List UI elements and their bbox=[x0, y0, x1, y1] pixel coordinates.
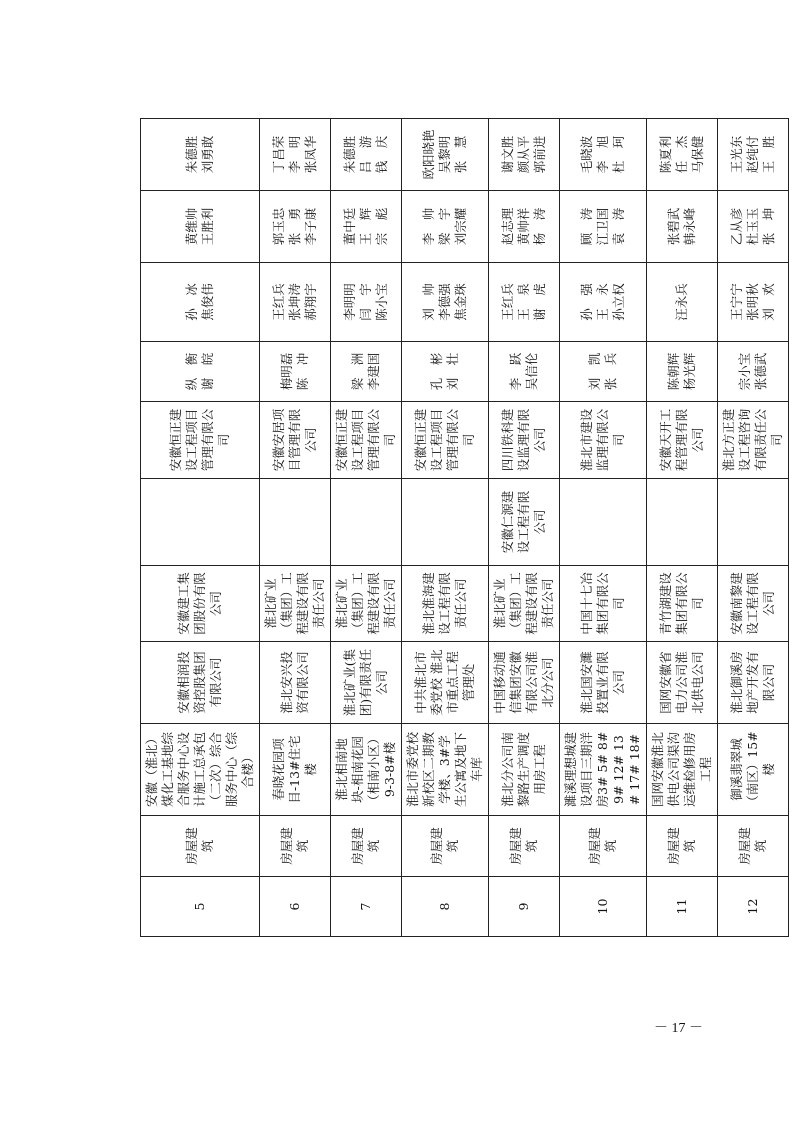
table-row bbox=[647, 119, 718, 937]
table-row bbox=[560, 119, 647, 937]
supervisor-unit: 安徽天开工程管理有限公司 bbox=[647, 402, 718, 479]
project-type: 房屋建筑 bbox=[560, 816, 647, 877]
row-number: 12 bbox=[718, 877, 789, 937]
owner-unit: 国网安徽省电力公司淮北供电公司 bbox=[647, 642, 718, 724]
supervisor-unit: 淮北市建设监理有限公司 bbox=[560, 402, 647, 479]
project-name: 淮北市委党校新校区二期教学楼、3#学生公寓及地下车库 bbox=[402, 724, 489, 816]
contractor-unit: 安徽建工集团股份有限公司 bbox=[141, 566, 260, 642]
owner-unit: 安徽相润投资控股集团有限公司 bbox=[141, 642, 260, 724]
owner-unit: 淮北矿业(集团)有限责任公司 bbox=[331, 642, 402, 724]
row-number: 9 bbox=[489, 877, 560, 937]
award-project-table bbox=[140, 118, 789, 937]
project-name: 春晓花园项目-13#住宅楼 bbox=[260, 724, 331, 816]
project-type: 房屋建筑 bbox=[260, 816, 331, 877]
technical-people: 张碧武 韩永峰 bbox=[647, 191, 718, 263]
rotated-table-wrapper bbox=[140, 119, 784, 937]
row-number: 6 bbox=[260, 877, 331, 937]
project-type: 房屋建筑 bbox=[718, 816, 789, 877]
subcontractor-unit bbox=[141, 479, 260, 566]
project-name: 国网安徽淮北供电公司渠沟运维检修用房工程 bbox=[647, 724, 718, 816]
supervisor-unit: 淮北方正建设工程咨询有限责任公司 bbox=[718, 402, 789, 479]
project-type: 房屋建筑 bbox=[141, 816, 260, 877]
contractor-people: 孙 强 王 永 孙立权 bbox=[560, 263, 647, 342]
owner-unit: 中共淮北市委党校 淮北市重点工程管理处 bbox=[402, 642, 489, 724]
table-row bbox=[260, 119, 331, 937]
contractor-unit: 淮北矿业（集团）工程建设有限责任公司 bbox=[489, 566, 560, 642]
project-name: 濉溪理想城建设项目三期洋房3# 5# 8# 9# 12# 13# 17# 18# bbox=[560, 724, 647, 816]
owner-people: 李 跃 吴信伦 bbox=[489, 342, 560, 402]
owner-people: 刘 凯 张 兵 bbox=[560, 342, 647, 402]
table-row bbox=[718, 119, 789, 937]
owner-unit: 中国移动通信集团安徽有限公司淮北分公司 bbox=[489, 642, 560, 724]
subcontractor-unit bbox=[647, 479, 718, 566]
subcontractor-unit bbox=[331, 479, 402, 566]
contractor-people: 王红兵 张坤涛 郝翔宇 bbox=[260, 263, 331, 342]
table-row bbox=[402, 119, 489, 937]
supervisor-people: 欧阳晓艳 吴黎明 张 慧 bbox=[402, 119, 489, 191]
project-type: 房屋建筑 bbox=[647, 816, 718, 877]
contractor-people: 孙 冰 焦俊伟 bbox=[141, 263, 260, 342]
contractor-people: 刘 帅 李德强 焦金珠 bbox=[402, 263, 489, 342]
owner-unit: 淮北国安濉投置业有限公司 bbox=[560, 642, 647, 724]
table-row bbox=[489, 119, 560, 937]
technical-people: 乙从彦 杜玉玉 张 坤 bbox=[718, 191, 789, 263]
project-type: 房屋建筑 bbox=[402, 816, 489, 877]
table-row bbox=[331, 119, 402, 937]
subcontractor-unit bbox=[402, 479, 489, 566]
supervisor-people: 朱德胜 刘勇敢 bbox=[141, 119, 260, 191]
subcontractor-unit bbox=[260, 479, 331, 566]
contractor-unit: 青竹湖建设集团有限公司 bbox=[647, 566, 718, 642]
project-name: 安徽（淮北）煤化工基地综合服务中心设计施工总承包（二次）综合服务中心（综合楼） bbox=[141, 724, 260, 816]
subcontractor-unit: 安徽仁源建设工程有限公司 bbox=[489, 479, 560, 566]
supervisor-people: 朱德胜 吕 游 钱 庆 bbox=[331, 119, 402, 191]
row-number: 7 bbox=[331, 877, 402, 937]
project-name: 淮北分公司南黎路生产调度用房工程 bbox=[489, 724, 560, 816]
owner-people: 陈朝辉 杨光辉 bbox=[647, 342, 718, 402]
row-number: 5 bbox=[141, 877, 260, 937]
supervisor-unit: 安徽恒正建设工程项目管理有限公司 bbox=[402, 402, 489, 479]
technical-people: 李 帅 梁 宇 刘宗耀 bbox=[402, 191, 489, 263]
technical-people: 董中廷 王 辉 宗 彪 bbox=[331, 191, 402, 263]
row-number: 11 bbox=[647, 877, 718, 937]
supervisor-unit: 安徽安居项目管理有限公司 bbox=[260, 402, 331, 479]
supervisor-people: 丁昌荣 李 明 张凤华 bbox=[260, 119, 331, 191]
subcontractor-unit bbox=[560, 479, 647, 566]
supervisor-unit: 安徽恒正建设工程项目管理有限公司 bbox=[141, 402, 260, 479]
supervisor-people: 王光东 赵纯付 王 胜 bbox=[718, 119, 789, 191]
technical-people: 赵志理 黄帅祥 杨 涛 bbox=[489, 191, 560, 263]
project-type: 房屋建筑 bbox=[331, 816, 402, 877]
table-row bbox=[141, 119, 260, 937]
contractor-people: 李明明 闫 宇 陈小宝 bbox=[331, 263, 402, 342]
row-number: 8 bbox=[402, 877, 489, 937]
owner-people: 梅明磊 陈 冲 bbox=[260, 342, 331, 402]
owner-unit: 淮北安兴投资有限公司 bbox=[260, 642, 331, 724]
subcontractor-unit bbox=[718, 479, 789, 566]
contractor-unit: 安徽南黎建设工程有限公司 bbox=[718, 566, 789, 642]
supervisor-people: 谢文胜 颜从平 郭前进 bbox=[489, 119, 560, 191]
contractor-unit: 淮北矿业（集团）工程建设有限责任公司 bbox=[260, 566, 331, 642]
owner-unit: 淮北御溪房地产开发有限公司 bbox=[718, 642, 789, 724]
technical-people: 黄维帅 王胜利 bbox=[141, 191, 260, 263]
project-type: 房屋建筑 bbox=[489, 816, 560, 877]
contractor-unit: 淮北矿业（集团）工程建设有限责任公司 bbox=[331, 566, 402, 642]
contractor-people: 王宁宁 张明秋 刘 欢 bbox=[718, 263, 789, 342]
contractor-unit: 淮北淮海建设工程有限责任公司 bbox=[402, 566, 489, 642]
owner-people: 梁 洲 李建国 bbox=[331, 342, 402, 402]
project-name: 御溪翡翠城（南区）15#楼 bbox=[718, 724, 789, 816]
owner-people: 宗小宝 张德武 bbox=[718, 342, 789, 402]
contractor-people: 王红兵 王 泉 谢 虎 bbox=[489, 263, 560, 342]
supervisor-unit: 安徽恒正建设工程项目管理有限公司 bbox=[331, 402, 402, 479]
contractor-unit: 中国十七冶集团有限公司 bbox=[560, 566, 647, 642]
supervisor-people: 陈夏利 任 杰 马保健 bbox=[647, 119, 718, 191]
page-number: － 17 － bbox=[654, 1021, 703, 1036]
row-number: 10 bbox=[560, 877, 647, 937]
table-body bbox=[141, 119, 789, 937]
supervisor-unit: 四川铁科建设监理有限公司 bbox=[489, 402, 560, 479]
owner-people: 纵 衡 谢 皖 bbox=[141, 342, 260, 402]
owner-people: 孔 彬 刘 壮 bbox=[402, 342, 489, 402]
contractor-people: 汪永兵 bbox=[647, 263, 718, 342]
technical-people: 郭玉忠 张 勇 李子康 bbox=[260, 191, 331, 263]
technical-people: 顾 涛 江卫国 袁 涛 bbox=[560, 191, 647, 263]
supervisor-people: 毛晓波 李 旭 杜 珂 bbox=[560, 119, 647, 191]
project-name: 淮北相南地块-相南花园（相南小区）9-3-8#楼 bbox=[331, 724, 402, 816]
